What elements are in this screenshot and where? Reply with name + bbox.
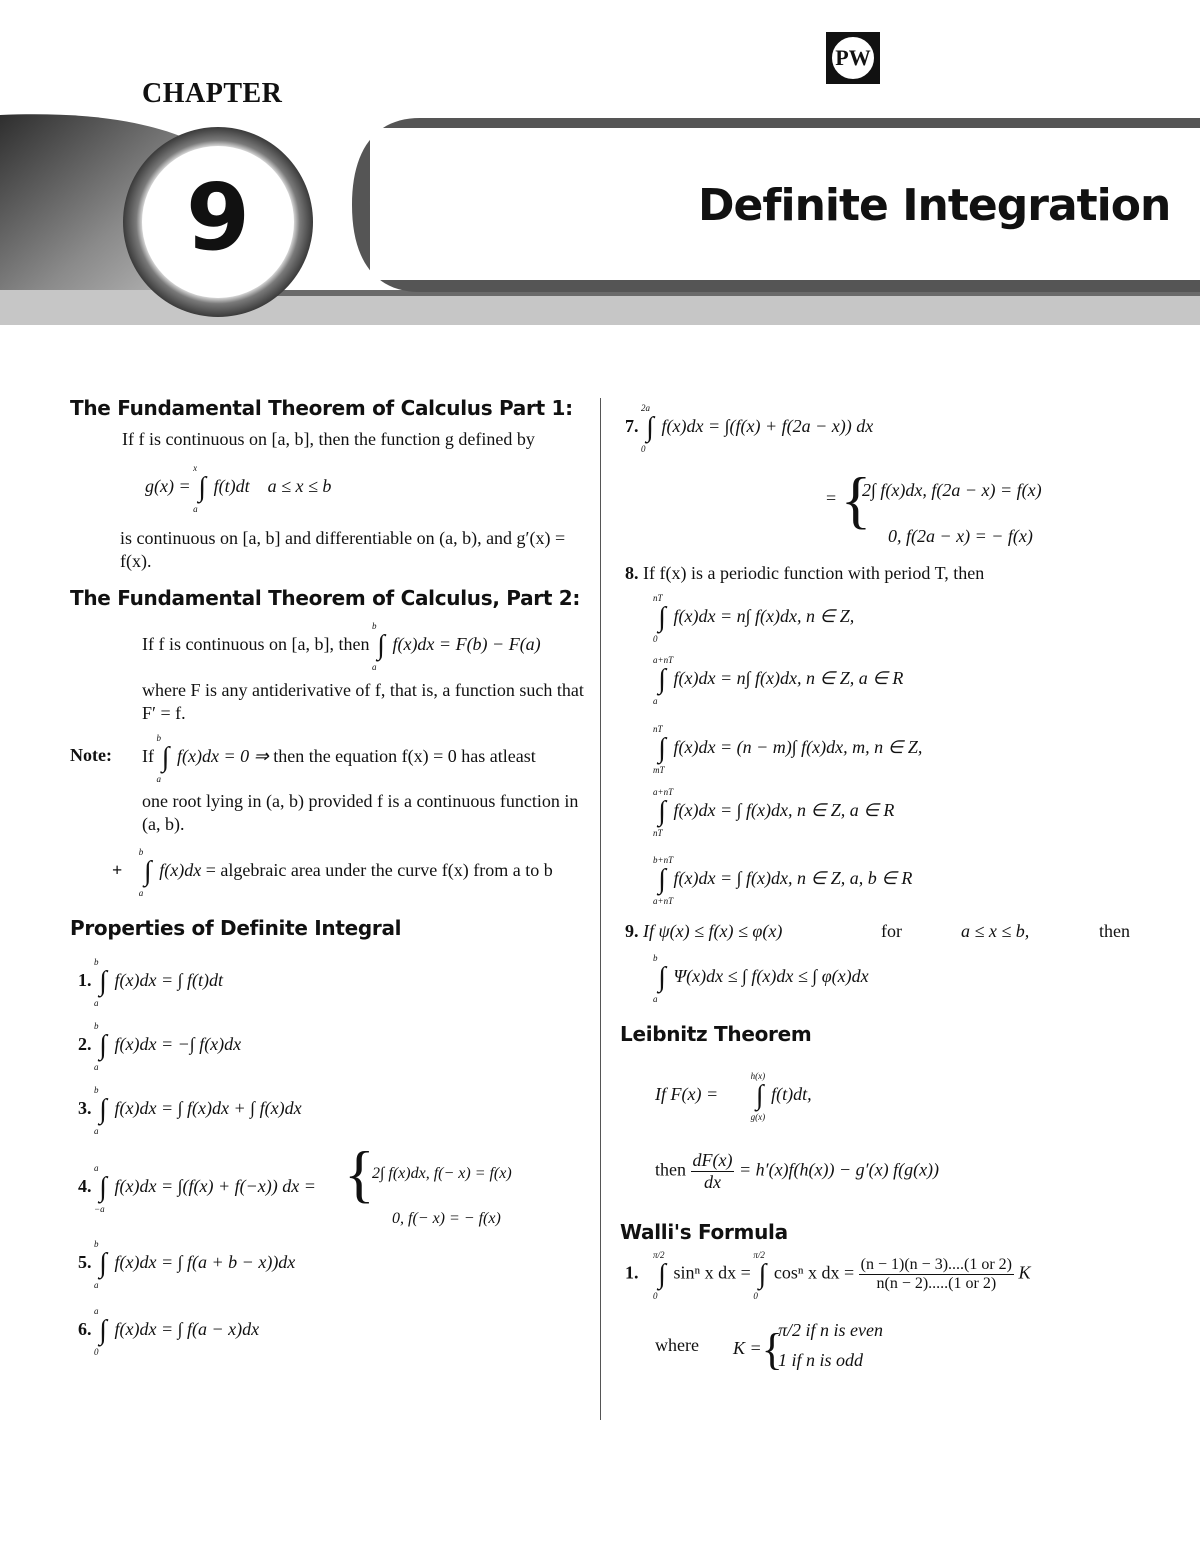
integral-sign-icon: ∫ b+nT a+nT (653, 855, 674, 906)
plus-bullet: + (112, 860, 123, 881)
leibniz-line1: If F(x) = ∫ h(x) g(x) f(t)dt, (655, 1071, 812, 1122)
integral-sign-icon: ∫ a −a (94, 1163, 107, 1214)
note-text2: one root lying in (a, b) provided f is a continuous function in (a, b). (142, 791, 579, 834)
ftc1-formula: g(x) = ∫ x a f(t)dt a ≤ x ≤ b (145, 463, 332, 514)
integral-sign-icon: ∫ b a (94, 1021, 107, 1072)
wallis-heading: Walli's Formula (620, 1220, 788, 1244)
p7-brace: = { (826, 464, 872, 535)
ftc1-text: is continuous on [a, b] and differentiable on (a, b), and g′(x) = f(x). (120, 528, 566, 571)
p9-line (625, 920, 1130, 943)
ftc2-formula: f(x)dx = F(b) − F(a) (392, 634, 541, 655)
p9-expr: ∫ b a Ψ(x)dx ≤ ∫ f(x)dx ≤ ∫ φ(x)dx (653, 953, 869, 1004)
ftc2-line (142, 621, 541, 672)
note-label: Note: (70, 745, 112, 765)
integral-sign-icon: ∫ b a (94, 957, 107, 1008)
ftc1-intro: If f is continuous on [a, b], then the function g defined by (122, 429, 535, 449)
integral-sign-icon: ∫ x a (193, 463, 206, 514)
prop-row: 3. ∫ b a f(x)dx = ∫ f(x)dx + ∫ f(x)dx (78, 1085, 302, 1136)
integral-sign-icon: ∫ a+nT nT (653, 787, 674, 838)
plus-formula: f(x)dx (159, 860, 202, 881)
column-divider (600, 398, 601, 1420)
integral-sign-icon: ∫ nT 0 (653, 593, 666, 644)
pw-logo-text: PW (830, 35, 876, 81)
note-formula: f(x)dx = 0 ⇒ (177, 746, 269, 767)
prop-row: 6. ∫ a 0 f(x)dx = ∫ f(a − x)dx (78, 1306, 260, 1357)
pw-logo (826, 32, 880, 84)
props-heading: Properties of Definite Integral (70, 916, 402, 940)
prop-row: 4. ∫ a −a f(x)dx = ∫(f(x) + f(−x)) dx = (78, 1163, 316, 1214)
prop-row: 2. ∫ b a f(x)dx = −∫ f(x)dx (78, 1021, 242, 1072)
integral-sign-icon: ∫ h(x) g(x) (750, 1071, 766, 1122)
leibniz-line2: then $\frac{dF(x)}{dx}$ = h′(x)f(h(x)) − g′(x) f(g(x)) (655, 1150, 940, 1192)
integral-sign-icon: ∫ a+nT a (653, 655, 674, 706)
p9-range: a ≤ x ≤ b, (961, 921, 1030, 941)
integral-sign-icon: ∫ nT mT (653, 724, 666, 775)
ftc2-heading: The Fundamental Theorem of Calculus, Part 2: (70, 586, 581, 610)
wallis-keq: K ={ (733, 1325, 783, 1374)
integral-sign-icon: ∫ π/2 0 (753, 1249, 767, 1301)
integral-sign-icon: ∫ b a (371, 621, 385, 672)
plus-line (112, 847, 553, 898)
p7-row: 7. ∫ 2a 0 f(x)dx = ∫(f(x) + f(2a − x)) dx (625, 403, 874, 454)
ftc2-text: where F is any antiderivative of f, that is, a function such that F′ = f. (142, 680, 584, 723)
leibniz-heading: Leibnitz Theorem (620, 1022, 812, 1046)
prop-row: 5. ∫ b a f(x)dx = ∫ f(a + b − x))dx (78, 1239, 296, 1290)
plus-text: = algebraic area under the curve f(x) from a to b (205, 860, 553, 881)
p8-item: ∫ b+nT a+nT f(x)dx = ∫ f(x)dx, n ∈ Z, a, b ∈ R (653, 855, 913, 906)
p9-for: for (881, 921, 902, 941)
wallis-line: 1. ∫ π/2 0 sinⁿ x dx = ∫ π/2 0 cosⁿ x dx = $\frac{(n - 1)(n - 3)....(1 or 2)}{n(n - 2).....(1 or 2)}$ K (625, 1249, 1031, 1301)
p8-num: 8. (625, 563, 639, 583)
p8-line (625, 562, 984, 585)
integral-sign-icon: ∫ π/2 0 (653, 1249, 666, 1301)
p7-case2: 0, f(2a − x) = − f(x) (888, 526, 1033, 546)
p8-item: ∫ a+nT a f(x)dx = n∫ f(x)dx, n ∈ Z, a ∈ R (653, 655, 904, 706)
integral-sign-icon: ∫ b a (94, 1085, 107, 1136)
note-if: If (142, 746, 154, 767)
prop4-case2: 0, f(− x) = − f(x) (392, 1210, 501, 1227)
integral-sign-icon: ∫ b a (138, 847, 152, 898)
p9-then: then (1099, 921, 1130, 941)
integral-sign-icon: ∫ a 0 (94, 1306, 107, 1357)
prop4-case1: 2∫ f(x)dx, f(− x) = f(x) (372, 1165, 512, 1182)
p9-num: 9. (625, 921, 639, 941)
p7-case1: 2∫ f(x)dx, f(2a − x) = f(x) (862, 480, 1042, 500)
p8-text: If f(x) is a periodic function with period T, then (643, 563, 985, 583)
prop-row: 1. ∫ b a f(x)dx = ∫ f(t)dt (78, 957, 224, 1008)
integral-sign-icon: ∫ b a (94, 1239, 107, 1290)
note-line (142, 733, 536, 784)
chapter-number: 9 (185, 164, 250, 271)
p8-item: ∫ nT 0 f(x)dx = n∫ f(x)dx, n ∈ Z, (653, 593, 855, 644)
integral-sign-icon: ∫ b a (156, 733, 170, 784)
ftc2-intro: If f is continuous on [a, b], then (142, 634, 370, 655)
wallis-where: where (655, 1335, 699, 1355)
p8-item: ∫ nT mT f(x)dx = (n − m)∫ f(x)dx, m, n ∈ Z, (653, 724, 923, 775)
wallis-k1: π/2 if n is even (778, 1320, 883, 1340)
note-text1: then the equation f(x) = 0 has atleast (273, 746, 536, 767)
ftc1-heading: The Fundamental Theorem of Calculus Part 1: (70, 396, 573, 420)
chapter-label: CHAPTER (142, 78, 283, 109)
wallis-k2: 1 if n is odd (778, 1350, 864, 1370)
integral-sign-icon: ∫ 2a 0 (641, 403, 654, 454)
p8-item: ∫ a+nT nT f(x)dx = ∫ f(x)dx, n ∈ Z, a ∈ R (653, 787, 895, 838)
prop4-brace: { (344, 1138, 375, 1209)
p9-text: If ψ(x) ≤ f(x) ≤ φ(x) (643, 921, 783, 941)
integral-sign-icon: ∫ b a (653, 953, 666, 1004)
chapter-title: Definite Integration (698, 180, 1171, 231)
